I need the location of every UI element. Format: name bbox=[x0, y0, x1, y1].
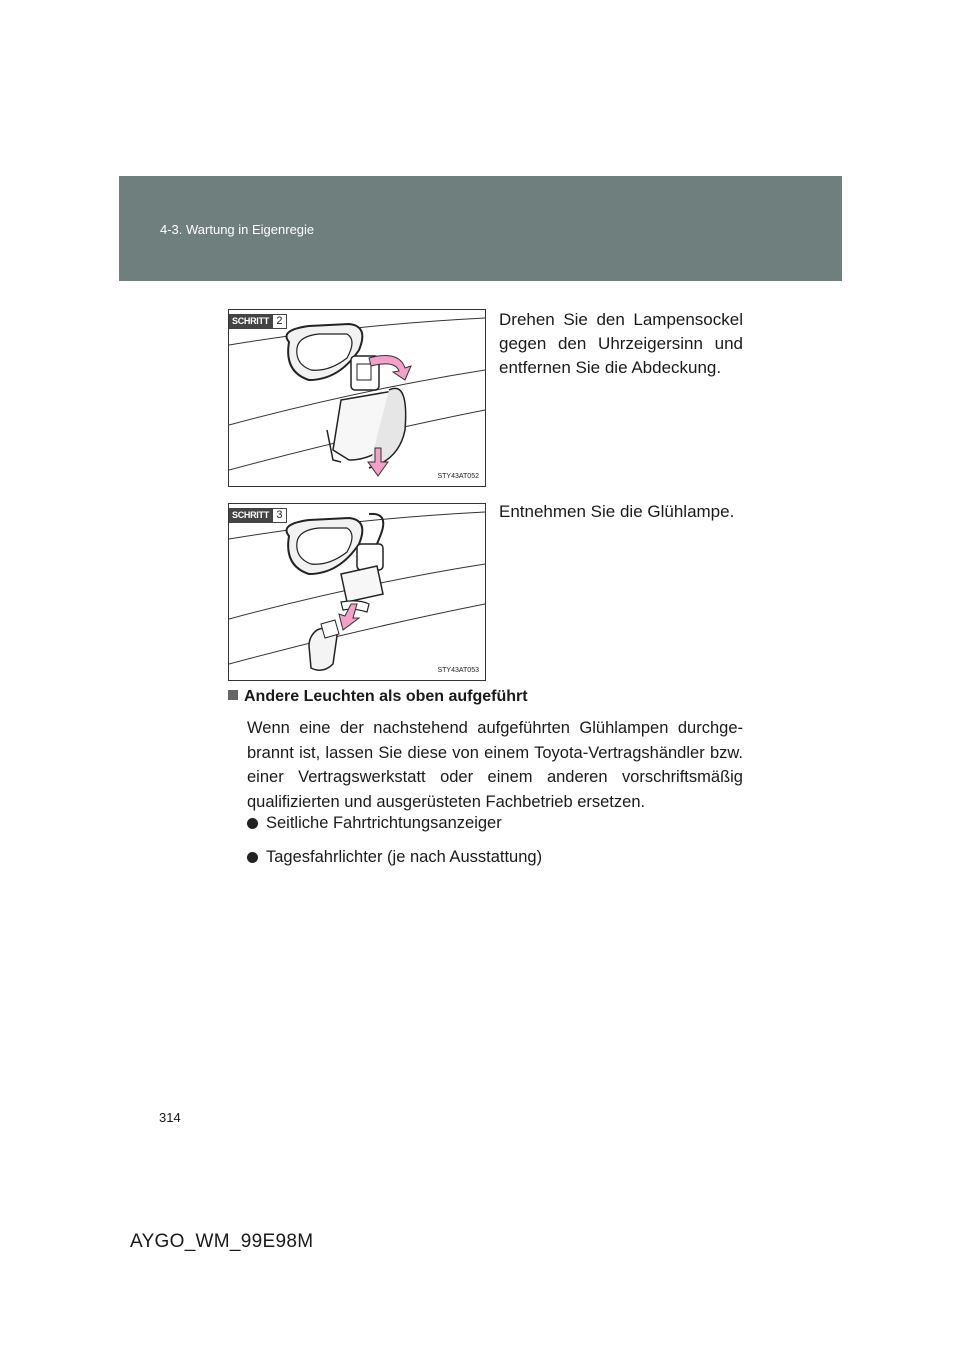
section-heading bbox=[228, 688, 528, 706]
document-code: AYGO_WM_99E98M bbox=[130, 1231, 314, 1252]
page-number: 314 bbox=[159, 1110, 181, 1125]
figure-code: STY43AT052 bbox=[437, 473, 479, 480]
list-item bbox=[247, 848, 542, 867]
step-badge-number: 3 bbox=[272, 508, 287, 523]
step-3-text: Entnehmen Sie die Glühlampe. bbox=[499, 502, 735, 521]
section-title: 4-3. Wartung in Eigenregie bbox=[160, 222, 315, 237]
section-paragraph: Wenn eine der nachstehend aufgeführten Glühlampen durchge-brannt ist, lassen Sie diese von einem Toyota-Vertragshändler bzw. einer Vertragswerkstatt oder einem anderen vorschriftsmäßig qualifizierten und ausgerüsteten Fachbetrieb ersetzen. bbox=[247, 719, 743, 811]
step-badge-number: 2 bbox=[272, 314, 287, 329]
list-item-text: Tagesfahrlichter (je nach Ausstattung) bbox=[266, 848, 543, 866]
step-2-text: Drehen Sie den Lampensockel gegen den Uhrzeigersinn und entfernen Sie die Abdeckung. bbox=[499, 310, 743, 377]
bullet-dot-icon bbox=[247, 852, 258, 863]
bullet-dot-icon bbox=[247, 818, 258, 829]
list-item bbox=[247, 814, 502, 833]
figure-step-2 bbox=[228, 309, 486, 487]
step-badge bbox=[229, 508, 287, 523]
list-item-text: Seitliche Fahrtrichtungsanzeiger bbox=[266, 814, 502, 832]
figure-step-3 bbox=[228, 503, 486, 681]
section-heading-text: Andere Leuchten als oben aufgeführt bbox=[244, 688, 528, 705]
figure-code: STY43AT053 bbox=[437, 667, 479, 674]
step-badge bbox=[229, 314, 287, 329]
step-badge-word: SCHRITT bbox=[229, 314, 272, 329]
illustration-remove-bulb bbox=[229, 504, 485, 680]
illustration-remove-socket bbox=[229, 310, 485, 486]
square-bullet-icon bbox=[228, 690, 238, 700]
step-badge-word: SCHRITT bbox=[229, 508, 272, 523]
